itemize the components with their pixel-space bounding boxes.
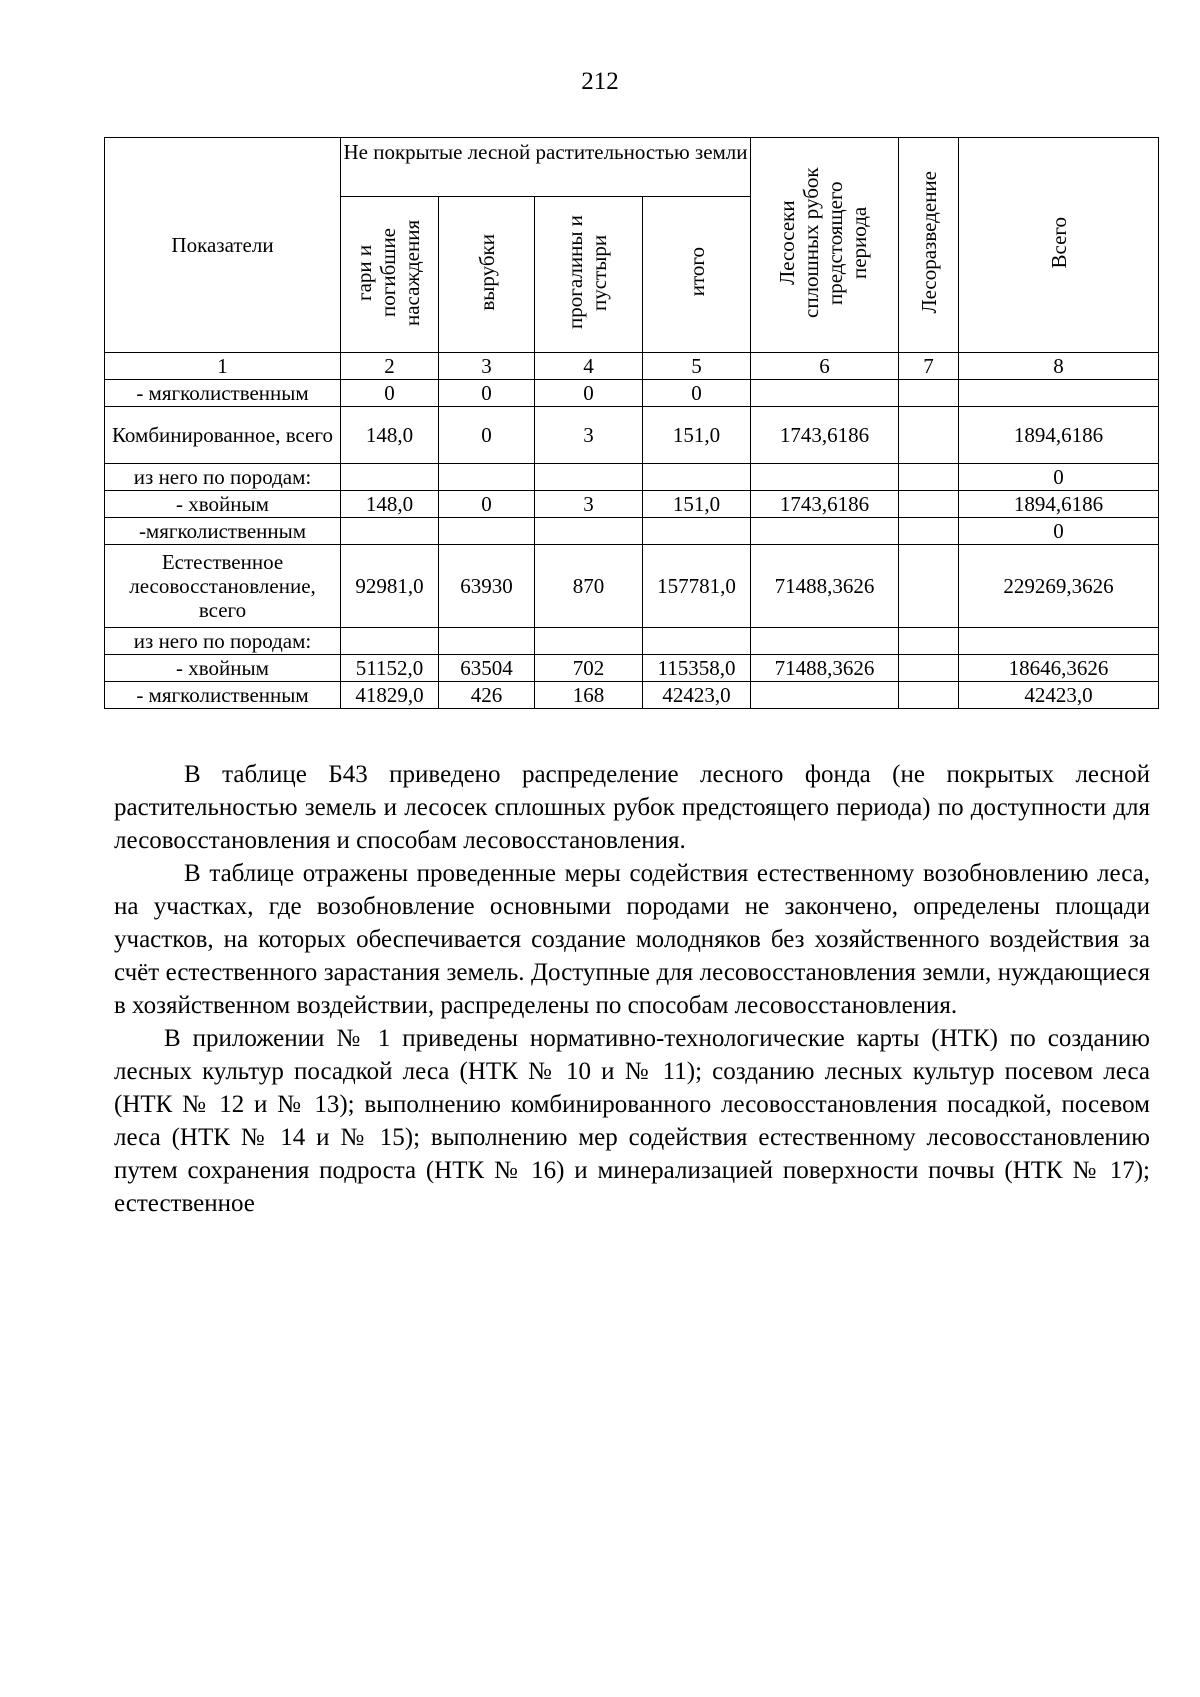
cell [643, 518, 751, 545]
col-number: 3 [439, 353, 535, 380]
cell [899, 518, 959, 545]
row-label: из него по породам: [105, 464, 341, 491]
header-sub-total-text: итого [684, 247, 709, 297]
cell [899, 545, 959, 628]
cell: 229269,3626 [959, 545, 1159, 628]
cell: 0 [439, 491, 535, 518]
cell [959, 628, 1159, 655]
row-label: - мягколиственным [105, 682, 341, 709]
cell [643, 628, 751, 655]
header-col8-text: Всего [1046, 216, 1071, 269]
cell: 71488,3626 [751, 655, 899, 682]
header-indicators: Показатели [105, 138, 341, 353]
cell: 148,0 [341, 491, 439, 518]
cell [535, 628, 643, 655]
header-sub-clearcuts-text: вырубки [474, 233, 499, 311]
cell: 42423,0 [959, 682, 1159, 709]
row-label: Комбинированное, всего [105, 407, 341, 464]
table-row [105, 628, 1159, 655]
col-number: 2 [341, 353, 439, 380]
cell: 92981,0 [341, 545, 439, 628]
cell: 0 [959, 464, 1159, 491]
row-label: - мягколиственным [105, 380, 341, 407]
row-label: из него по породам: [105, 628, 341, 655]
cell: 0 [439, 407, 535, 464]
cell [439, 628, 535, 655]
cell: 870 [535, 545, 643, 628]
cell: 3 [535, 491, 643, 518]
row-label: - хвойным [105, 491, 341, 518]
cell [751, 380, 899, 407]
header-col7 [899, 138, 959, 353]
cell [751, 518, 899, 545]
table-row [105, 380, 1159, 407]
cell [535, 518, 643, 545]
cell [899, 628, 959, 655]
cell: 1743,6186 [751, 491, 899, 518]
cell: 51152,0 [341, 655, 439, 682]
table-row [105, 491, 1159, 518]
cell: 63930 [439, 545, 535, 628]
cell [341, 518, 439, 545]
cell [959, 380, 1159, 407]
column-numbers-row [105, 353, 1159, 380]
cell: 0 [959, 518, 1159, 545]
cell: 115358,0 [643, 655, 751, 682]
row-label: Естественное лесовосстановление, всего [105, 545, 341, 628]
col-number: 4 [535, 353, 643, 380]
cell: 18646,3626 [959, 655, 1159, 682]
cell: 63504 [439, 655, 535, 682]
cell [899, 491, 959, 518]
table-row [105, 407, 1159, 464]
paragraph: В таблице Б43 приведено распределение лесного фонда (не покрытых лесной растительностью земель и лесосек сплошных рубок предстоящего периода) по доступности для лесовосстановления и способам лесовосстановления. [114, 761, 1150, 854]
header-col6 [751, 138, 899, 353]
header-sub-burned [341, 197, 439, 353]
header-sub-total [643, 197, 751, 353]
header-group-uncovered-lands: Не покрытые лесной растительностью земли [341, 138, 751, 197]
table-row [105, 545, 1159, 628]
forest-fund-table [104, 137, 1159, 709]
table-row [105, 655, 1159, 682]
table-row [105, 464, 1159, 491]
cell [751, 464, 899, 491]
page-number: 212 [581, 68, 619, 95]
col-number: 7 [899, 353, 959, 380]
cell [643, 464, 751, 491]
cell [899, 380, 959, 407]
col-number: 1 [105, 353, 341, 380]
header-col6-text: Лесосеки сплошных рубок предстоящего периода [774, 167, 871, 318]
cell: 0 [535, 380, 643, 407]
body-text [114, 758, 1150, 1220]
paragraph: В приложении № 1 приведены нормативно-технологические карты (НТК) по созданию лесных культур посадкой леса (НТК № 10 и № 11); созданию лесных культур посевом леса (НТК № 12 и № 13); выполнению комбинированного лесовосстановления посадкой, посевом леса (НТК № 14 и № 15); выполнению мер содействия естественному лесовосстановлению путем сохранения подроста (НТК № 16) и минерализацией поверхности почвы (НТК № 17); естественное [114, 1025, 1150, 1217]
cell: 0 [643, 380, 751, 407]
cell: 148,0 [341, 407, 439, 464]
cell: 157781,0 [643, 545, 751, 628]
cell: 151,0 [643, 407, 751, 464]
row-label: -мягколиственным [105, 518, 341, 545]
cell: 1743,6186 [751, 407, 899, 464]
cell: 0 [439, 380, 535, 407]
col-number: 5 [643, 353, 751, 380]
cell [751, 628, 899, 655]
table-row [105, 682, 1159, 709]
header-sub-burned-text: гари и погибшие насаждения [351, 218, 424, 326]
cell [899, 655, 959, 682]
cell [341, 464, 439, 491]
cell: 151,0 [643, 491, 751, 518]
cell: 42423,0 [643, 682, 751, 709]
cell: 0 [341, 380, 439, 407]
header-sub-glades-text: прогалины и пустыри [562, 215, 611, 329]
cell: 1894,6186 [959, 407, 1159, 464]
cell: 1894,6186 [959, 491, 1159, 518]
cell [341, 628, 439, 655]
header-col7-text: Лесоразведение [916, 171, 941, 314]
header-col8 [959, 138, 1159, 353]
col-number: 8 [959, 353, 1159, 380]
cell [899, 682, 959, 709]
cell [535, 464, 643, 491]
row-label: - хвойным [105, 655, 341, 682]
table-row [105, 518, 1159, 545]
cell [899, 464, 959, 491]
cell [751, 682, 899, 709]
cell: 3 [535, 407, 643, 464]
cell: 168 [535, 682, 643, 709]
cell: 71488,3626 [751, 545, 899, 628]
col-number: 6 [751, 353, 899, 380]
cell: 702 [535, 655, 643, 682]
header-sub-glades [535, 197, 643, 353]
cell [899, 407, 959, 464]
cell: 41829,0 [341, 682, 439, 709]
paragraph: В таблице отражены проведенные меры содействия естественному возобновлению леса, на участках, где возобновление основными породами не закончено, определены площади участков, на которых обеспечивается создание молодняков без хозяйственного воздействия за счёт естественного зарастания земель. Доступные для лесовосстановления земли, нуждающиеся в хозяйственном воздействии, распределены по способам лесовосстановления. [114, 860, 1150, 1019]
cell: 426 [439, 682, 535, 709]
cell [439, 518, 535, 545]
cell [439, 464, 535, 491]
header-sub-clearcuts [439, 197, 535, 353]
